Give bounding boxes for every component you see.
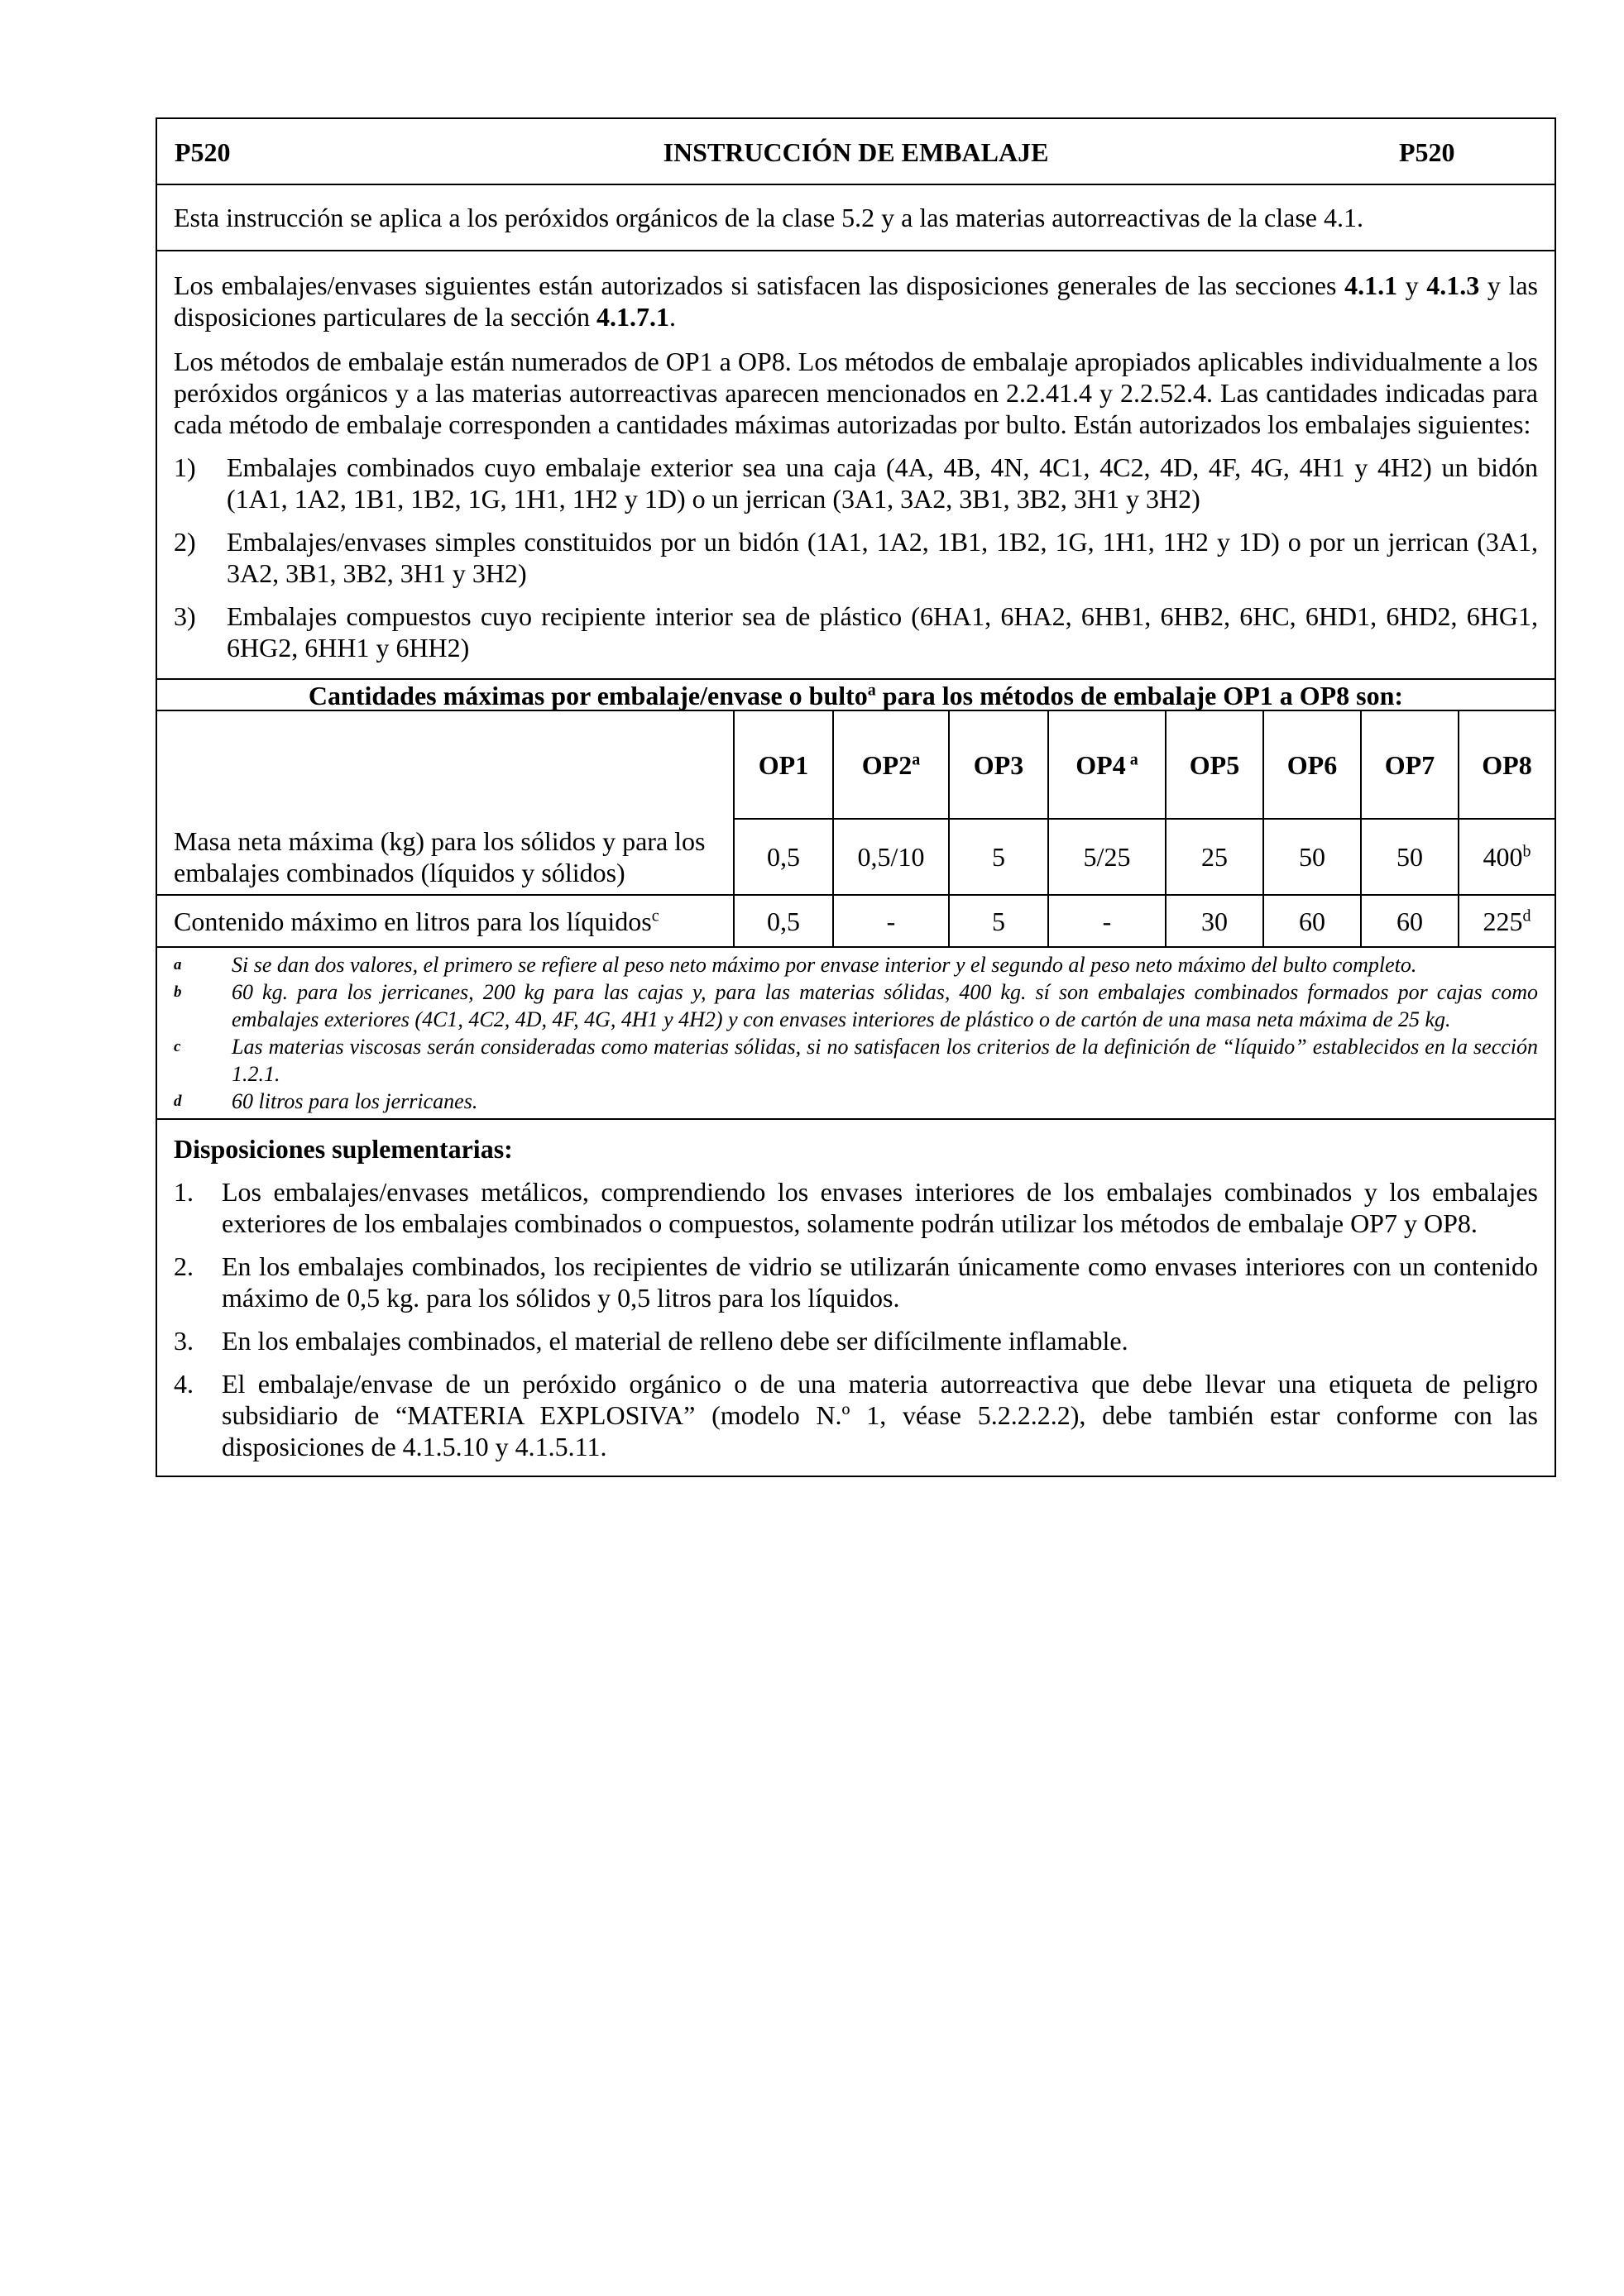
methods-paragraph: Los métodos de embalaje están numerados de OP1 a OP8. Los métodos de embalaje apropiados aplicables individualmente a los peróxidos orgánicos y a las materias autorreactivas aparecen mencionados en 2.2.41.4 y 2.2.52.4. Las cantidades indicadas para cada método de embalaje corresponden a cantidades máximas autorizadas por bulto. Están autorizados los embalajes siguientes:	[174, 347, 1538, 439]
table-cell: 225$^d$	[1483, 906, 1531, 936]
table-cell: 0,5	[734, 819, 833, 895]
list-item	[174, 452, 1538, 514]
row-label: Contenido máximo en litros para los líquidos$^c$	[157, 895, 734, 946]
table-cell: 0,5/10	[833, 819, 949, 895]
footnotes	[157, 948, 1555, 1120]
section-ref-4-1-3: 4.1.3	[1426, 270, 1480, 300]
footnote-text: Si se dan dos valores, el primero se refiere al peso neto máximo por envase interior y el segundo al peso neto máximo del bulto completo.	[232, 953, 1417, 977]
list-item-number: 1.	[174, 1177, 194, 1207]
footnote-mark: a	[174, 956, 182, 973]
packing-methods-table	[157, 711, 1555, 946]
instruction-code-left: P520	[175, 137, 231, 167]
footnote-mark: d	[174, 1093, 182, 1110]
instruction-header	[157, 119, 1555, 185]
table-cell: -	[1048, 895, 1166, 946]
instruction-title: INSTRUCCIÓN DE EMBALAJE	[663, 137, 1049, 167]
authorized-text-1: Los embalajes/envases siguientes están autorizados si satisfacen las disposiciones generales de las secciones	[174, 270, 1345, 300]
table-cell: 5	[949, 819, 1048, 895]
supplementary-title: Disposiciones suplementarias:	[174, 1134, 513, 1164]
list-item-text: Embalajes/envases simples constituidos por un bidón (1A1, 1A2, 1B1, 1B2, 1G, 1H1, 1H2 y 1D) o por un jerrican (3A1, 3A2, 3B1, 3B2, 3H1 y 3H2)	[227, 527, 1538, 588]
footnote-text: Las materias viscosas serán consideradas como materias sólidas, si no satisfacen los criterios de la definición de “líquido” establecidos en la sección 1.2.1.	[232, 1035, 1538, 1086]
table-cell: 25	[1166, 819, 1263, 895]
table-row	[157, 819, 1555, 895]
list-item-text: Embalajes compuestos cuyo recipiente interior sea de plástico (6HA1, 6HA2, 6HB1, 6HB2, 6HC, 6HD1, 6HD2, 6HG1, 6HG2, 6HH1 y 6HH2)	[227, 601, 1538, 662]
footnote	[174, 1088, 1538, 1115]
footnote-mark: c	[174, 1038, 181, 1055]
quantities-heading	[157, 680, 1555, 711]
table-cell: 60	[1361, 895, 1459, 946]
footnote-ref: c	[651, 906, 659, 925]
list-item-number: 2.	[174, 1251, 194, 1281]
list-item	[174, 1176, 1538, 1239]
packaging-list	[174, 452, 1538, 663]
list-item-number: 1)	[174, 452, 196, 482]
table-corner-cell	[157, 711, 734, 819]
instruction-code-right: P520	[1399, 137, 1455, 167]
quantities-heading-tail: para los métodos de embalaje OP1 a OP8 son:	[875, 681, 1404, 710]
table-row	[157, 895, 1555, 946]
list-item-number: 4.	[174, 1369, 194, 1399]
scope-paragraph: Esta instrucción se aplica a los peróxidos orgánicos de la clase 5.2 y a las materias autorreactivas de la clase 4.1.	[157, 185, 1555, 251]
authorized-text-4: .	[668, 302, 676, 332]
table-cell: 30	[1166, 895, 1263, 946]
quantities-heading-text: Cantidades máximas por embalaje/envase o bulto	[308, 681, 868, 710]
table-cell: 5/25	[1048, 819, 1166, 895]
column-header: OP8	[1459, 711, 1555, 819]
footnote-ref: a	[867, 681, 876, 700]
list-item	[174, 1368, 1538, 1462]
list-item	[174, 1325, 1538, 1356]
row-label: Masa neta máxima (kg) para los sólidos y para los embalajes combinados (líquidos y sólidos)	[157, 819, 734, 895]
supplementary-provisions	[157, 1120, 1555, 1476]
table-cell: -	[833, 895, 949, 946]
footnote-mark: b	[174, 983, 182, 1001]
footnote	[174, 978, 1538, 1033]
list-item	[174, 600, 1538, 663]
column-header: OP7	[1361, 711, 1459, 819]
section-ref-4-1-1: 4.1.1	[1344, 270, 1398, 300]
column-header: OP3	[949, 711, 1048, 819]
table-cell: 400$^b$	[1459, 819, 1555, 895]
list-item-number: 3)	[174, 601, 196, 631]
list-item-number: 3.	[174, 1326, 194, 1356]
list-item	[174, 526, 1538, 589]
footnote	[174, 1033, 1538, 1088]
footnote	[174, 951, 1538, 978]
footnote-text: 60 litros para los jerricanes.	[232, 1089, 478, 1113]
list-item-text: En los embalajes combinados, el material de relleno debe ser difícilmente inflamable.	[222, 1326, 1128, 1356]
table-cell: 50	[1361, 819, 1459, 895]
table-cell: 50	[1263, 819, 1361, 895]
table-cell: 60	[1263, 895, 1361, 946]
list-item-text: Los embalajes/envases metálicos, comprendiendo los envases interiores de los embalajes combinados y los embalajes exteriores de los embalajes combinados o compuestos, solamente podrán utilizar los métodos de embalaje OP7 y OP8.	[222, 1177, 1538, 1238]
authorized-text-3: y las disposiciones particulares de la sección	[174, 270, 1539, 332]
column-header: OP4 $^a$	[1048, 711, 1166, 819]
column-header: OP1	[734, 711, 833, 819]
list-item-text: Embalajes combinados cuyo embalaje exterior sea una caja (4A, 4B, 4N, 4C1, 4C2, 4D, 4F, 4G, 4H1 y 4H2) un bidón (1A1, 1A2, 1B1, 1B2, 1G, 1H1, 1H2 y 1D) o un jerrican (3A1, 3A2, 3B1, 3B2, 3H1 y 3H2)	[227, 452, 1538, 514]
column-header: OP2$^a$	[833, 711, 949, 819]
footnote-ref: b	[1522, 842, 1531, 861]
table-cell: 5	[949, 895, 1048, 946]
list-item-number: 2)	[174, 527, 196, 557]
packing-instruction-frame	[156, 117, 1556, 1477]
table-cell: 0,5	[734, 895, 833, 946]
section-ref-4-1-7-1: 4.1.7.1	[596, 302, 669, 332]
authorized-paragraph	[174, 270, 1538, 332]
list-item-text: El embalaje/envase de un peróxido orgánico o de una materia autorreactiva que debe llevar una etiqueta de peligro subsidiario de “MATERIA EXPLOSIVA” (modelo N.º 1, véase 5.2.2.2.2), debe también estar conforme con las disposiciones de 4.1.5.10 y 4.1.5.11.	[222, 1369, 1538, 1461]
op-table-row	[157, 711, 1555, 948]
intro-section	[157, 251, 1555, 680]
column-header: OP6	[1263, 711, 1361, 819]
column-header: OP5	[1166, 711, 1263, 819]
footnote-text: 60 kg. para los jerricanes, 200 kg para las cajas y, para las materias sólidas, 400 kg. sí son embalajes combinados formados por cajas como embalajes exteriores (4C1, 4C2, 4D, 4F, 4G, 4H1 y 4H2) y con envases interiores de plástico o de cartón de una masa neta máxima de 25 kg.	[232, 980, 1538, 1031]
list-item-text: En los embalajes combinados, los recipientes de vidrio se utilizarán únicamente como envases interiores con un contenido máximo de 0,5 kg. para los sólidos y 0,5 litros para los líquidos.	[222, 1251, 1538, 1313]
footnote-ref: d	[1522, 906, 1531, 925]
list-item	[174, 1251, 1538, 1313]
authorized-text-2: y	[1397, 270, 1427, 300]
